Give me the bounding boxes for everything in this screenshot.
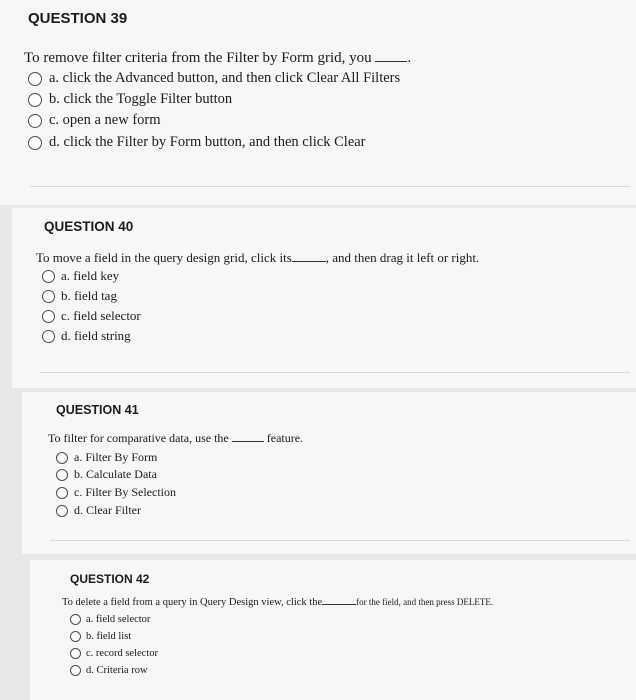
radio-button[interactable] [28, 72, 42, 86]
option-label: a. Filter By Form [74, 450, 158, 464]
option-label: d. click the Filter by Form button, and then click Clear [49, 134, 366, 150]
option-label: a. field selector [86, 614, 151, 625]
question-39-option-c[interactable] [28, 112, 161, 129]
question-40-stem-text: To move a field in the query design grid, click its [36, 250, 292, 265]
option-label: b. Calculate Data [74, 467, 157, 481]
divider [30, 186, 630, 187]
option-label: d. Criteria row [86, 665, 148, 676]
radio-button[interactable] [56, 505, 68, 517]
answer-blank [232, 441, 264, 442]
radio-button[interactable] [56, 469, 68, 481]
question-39-header: QUESTION 39 [28, 10, 128, 27]
radio-button[interactable] [42, 290, 55, 303]
question-41-header: QUESTION 41 [56, 403, 139, 417]
option-label: b. field list [86, 631, 132, 642]
option-label: a. field key [61, 268, 120, 283]
radio-button[interactable] [70, 631, 81, 642]
question-40-option-c[interactable] [42, 308, 141, 324]
radio-button[interactable] [70, 665, 81, 676]
question-41-option-d[interactable] [56, 503, 141, 518]
option-label: b. click the Toggle Filter button [49, 91, 233, 107]
option-label: c. Filter By Selection [74, 485, 176, 499]
question-41-stem [48, 431, 303, 446]
answer-blank [292, 261, 326, 262]
divider [40, 372, 630, 373]
option-label: d. Clear Filter [74, 503, 141, 517]
question-41-stem-end: feature. [266, 431, 304, 445]
question-42-option-c[interactable] [70, 648, 158, 659]
question-42-header: QUESTION 42 [70, 572, 150, 586]
question-42-stem [62, 597, 493, 608]
question-42-stem-end: for the field, and then press DELETE. [356, 597, 494, 607]
question-39-option-b[interactable] [28, 91, 232, 108]
question-40-stem-end: , and then drag it left or right. [325, 250, 480, 265]
radio-button[interactable] [28, 93, 42, 107]
answer-blank [322, 604, 356, 605]
radio-button[interactable] [56, 487, 68, 499]
option-label: c. record selector [86, 648, 158, 659]
radio-button[interactable] [42, 310, 55, 323]
divider [50, 540, 630, 541]
question-40-option-a[interactable] [42, 268, 119, 284]
question-40-header: QUESTION 40 [44, 219, 134, 234]
question-39-stem-text: To remove filter criteria from the Filter by Form grid, you [24, 50, 372, 66]
question-39-option-d[interactable] [28, 134, 366, 151]
answer-blank [375, 61, 407, 62]
question-39-stem-end: . [407, 50, 412, 66]
radio-button[interactable] [70, 648, 81, 659]
option-label: c. field selector [61, 308, 141, 323]
radio-button[interactable] [42, 270, 55, 283]
question-39-option-a[interactable] [28, 70, 400, 87]
radio-button[interactable] [42, 330, 55, 343]
question-41-option-c[interactable] [56, 485, 176, 500]
option-label: a. click the Advanced button, and then click Clear All Filters [49, 70, 401, 86]
option-label: d. field string [61, 328, 131, 343]
question-42-option-a[interactable] [70, 614, 150, 625]
question-41-option-a[interactable] [56, 450, 157, 465]
option-label: b. field tag [61, 288, 117, 303]
radio-button[interactable] [70, 614, 81, 625]
option-label: c. open a new form [49, 112, 161, 128]
question-40-option-b[interactable] [42, 288, 117, 304]
radio-button[interactable] [56, 452, 68, 464]
question-40-stem [36, 250, 479, 266]
question-39-stem [24, 50, 411, 67]
radio-button[interactable] [28, 136, 42, 150]
radio-button[interactable] [28, 114, 42, 128]
question-40-option-d[interactable] [42, 328, 131, 344]
question-41-stem-text: To filter for comparative data, use the [48, 431, 229, 445]
question-42-option-b[interactable] [70, 631, 131, 642]
question-42-option-d[interactable] [70, 665, 148, 676]
question-41-option-b[interactable] [56, 467, 157, 482]
question-42-stem-text: To delete a field from a query in Query Design view, click the [62, 597, 323, 608]
